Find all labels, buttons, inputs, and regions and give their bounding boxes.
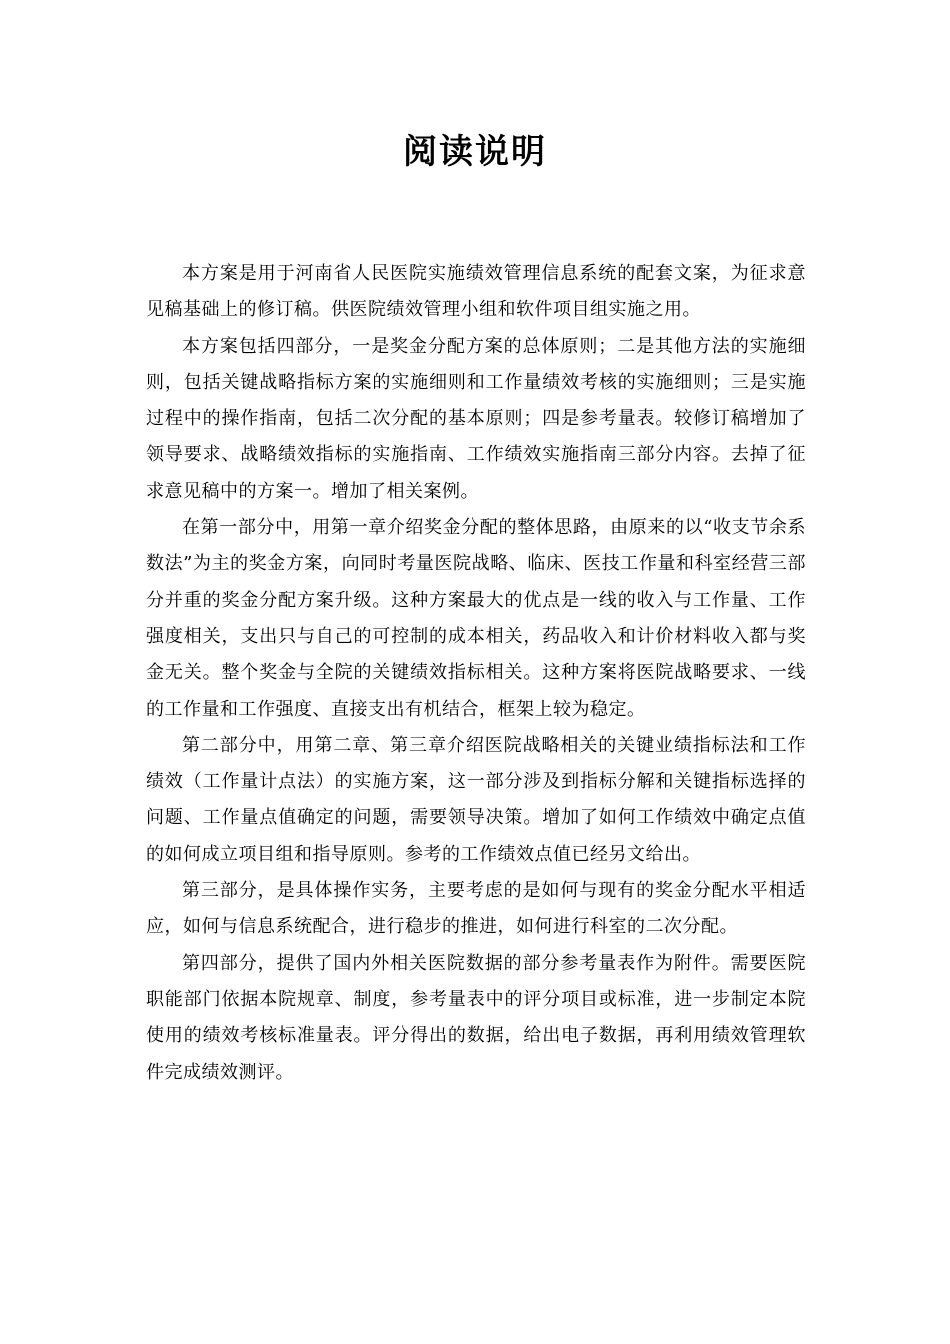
document-body: [146, 256, 806, 1091]
page-title: 阅读说明: [403, 132, 547, 172]
paragraph: 第三部分，是具体操作实务，主要考虑的是如何与现有的奖金分配水平相适应，如何与信息系统配合，进行稳步的推进，如何进行科室的二次分配。: [146, 880, 806, 938]
paragraph: 本方案包括四部分，一是奖金分配方案的总体原则；二是其他方法的实施细则，包括关键战略指标方案的实施细则和工作量绩效考核的实施细则；三是实施过程中的操作指南，包括二次分配的基本原则；四是参考量表。较修订稿增加了领导要求、战略绩效指标的实施指南、工作绩效实施指南三部分内容。去掉了征求意见稿中的方案一。增加了相关案例。: [146, 335, 806, 502]
paragraph: 在第一部分中，用第一章介绍奖金分配的整体思路，由原来的以“收支节余系数法”为主的奖金方案，向同时考量医院战略、临床、医技工作量和科室经营三部分并重的奖金分配方案升级。这种方案最大的优点是一线的收入与工作量、工作强度相关，支出只与自己的可控制的成本相关，药品收入和计价材料收入都与奖金无关。整个奖金与全院的关键绩效指标相关。这种方案将医院战略要求、一线的工作量和工作强度、直接支出有机结合，框架上较为稳定。: [146, 517, 806, 720]
paragraph: 本方案是用于河南省人民医院实施绩效管理信息系统的配套文案，为征求意见稿基础上的修订稿。供医院绩效管理小组和软件项目组实施之用。: [146, 263, 806, 321]
paragraph: 第四部分，提供了国内外相关医院数据的部分参考量表作为附件。需要医院职能部门依据本院规章、制度，参考量表中的评分项目或标准，进一步制定本院使用的绩效考核标准量表。评分得出的数据，给出电子数据，再利用绩效管理软件完成绩效测评。: [146, 952, 806, 1083]
paragraph: 第二部分中，用第二章、第三章介绍医院战略相关的关键业绩指标法和工作绩效（工作量计点法）的实施方案，这一部分涉及到指标分解和关键指标选择的问题、工作量点值确定的问题，需要领导决策。增加了如何工作绩效中确定点值的如何成立项目组和指导原则。参考的工作绩效点值已经另文给出。: [146, 734, 806, 865]
